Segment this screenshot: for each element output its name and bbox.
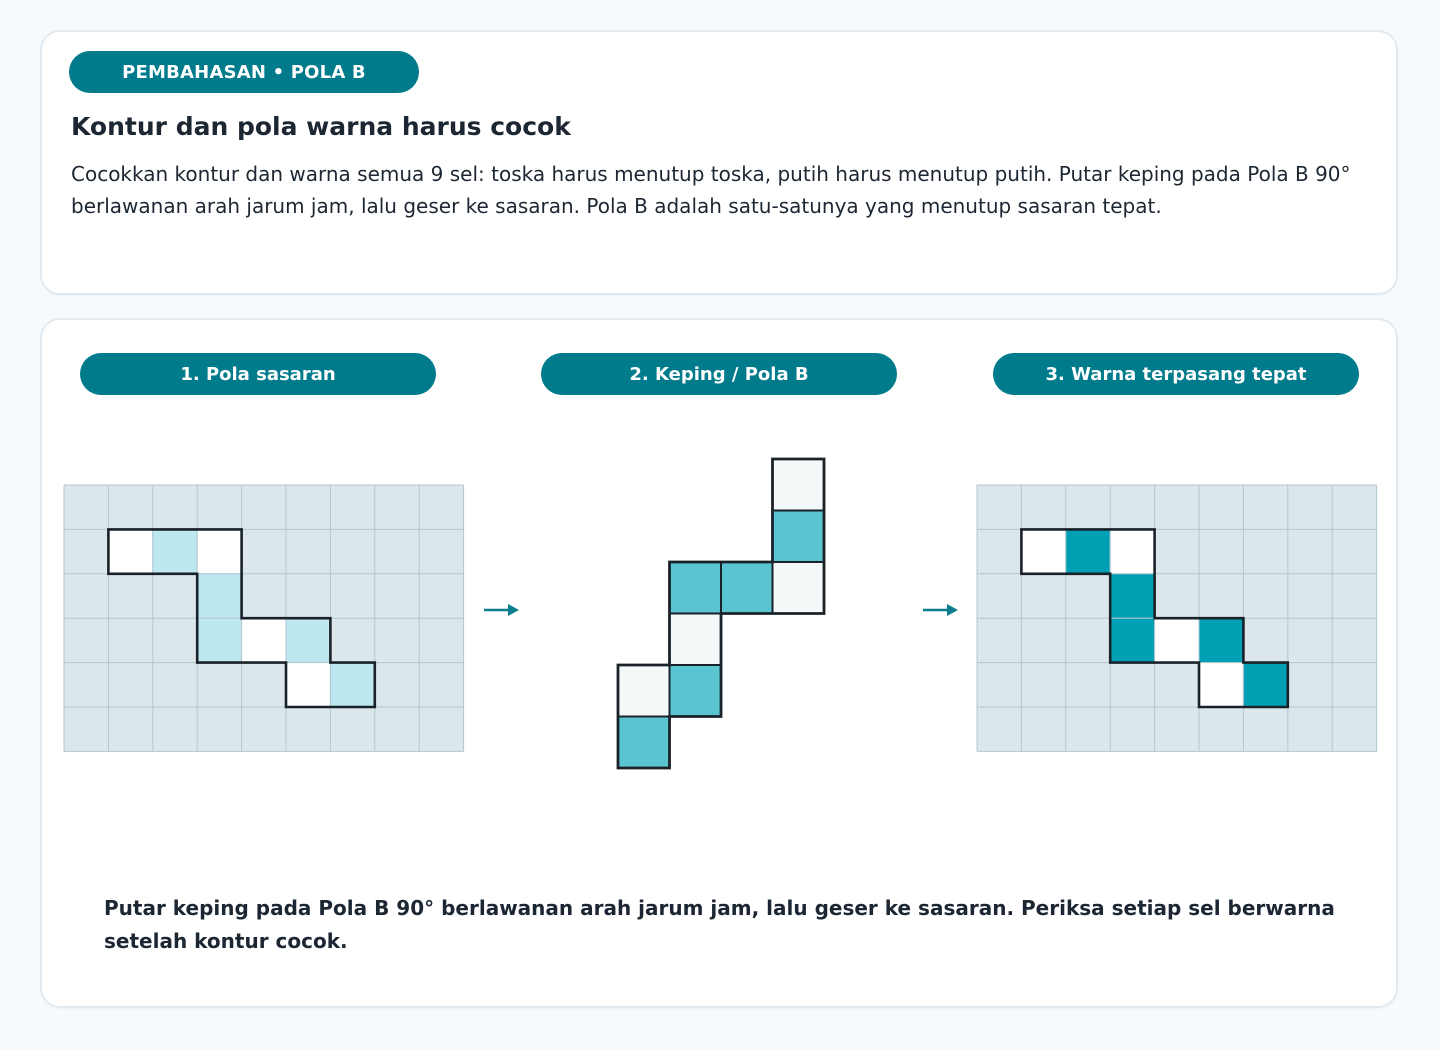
- step-3-label: 3. Warna terpasang tepat: [993, 353, 1359, 395]
- explanation-card: [40, 30, 1398, 295]
- target-cell-teal: [197, 574, 241, 618]
- explanation-title: Kontur dan pola warna harus cocok: [71, 112, 571, 141]
- piece-cell-white: [670, 614, 722, 666]
- arrow-head: [947, 604, 958, 616]
- step-1-label: 1. Pola sasaran: [80, 353, 436, 395]
- piece-cell-teal: [773, 511, 825, 563]
- section-badge: PEMBAHASAN • POLA B: [69, 51, 419, 93]
- piece-cell-teal: [670, 562, 722, 614]
- target-cell-white: [242, 618, 286, 662]
- fitted-cell-teal: [1199, 618, 1243, 662]
- target-pattern-grid: [64, 485, 464, 751]
- piece-pattern-b: [618, 459, 824, 768]
- piece-cell-teal: [618, 717, 670, 769]
- target-cell-white: [197, 529, 241, 573]
- fitted-cell-teal: [1110, 618, 1154, 662]
- piece-cell-white: [618, 665, 670, 717]
- piece-cell-white: [773, 562, 825, 614]
- target-cell-teal: [286, 618, 330, 662]
- fitted-cell-white: [1110, 529, 1154, 573]
- fitted-cell-teal: [1243, 663, 1287, 707]
- target-cell-white: [286, 663, 330, 707]
- solution-card: [40, 318, 1398, 1008]
- target-cell-teal: [330, 663, 374, 707]
- arrow-right-icon: [923, 604, 958, 616]
- fitted-cell-white: [1155, 618, 1199, 662]
- fitted-cell-teal: [1110, 574, 1154, 618]
- fitted-cell-teal: [1066, 529, 1110, 573]
- target-cell-white: [108, 529, 152, 573]
- fitted-cell-white: [1199, 663, 1243, 707]
- fitted-pattern-grid: [977, 485, 1377, 751]
- target-cell-teal: [153, 529, 197, 573]
- target-cell-teal: [197, 618, 241, 662]
- piece-cell-white: [773, 459, 825, 511]
- explanation-text: Cocokkan kontur dan warna semua 9 sel: toska harus menutup toska, putih harus menutup putih. Putar keping pada Pola B 90° berlawanan arah jarum jam, lalu geser ke sasaran. Pola B adalah satu-satunya yang menutup sasaran tepat.: [71, 162, 1351, 218]
- solution-diagram: [42, 320, 1398, 880]
- conclusion-text: Putar keping pada Pola B 90° berlawanan arah jarum jam, lalu geser ke sasaran. Periksa setiap sel berwarna setelah kontur cocok.: [104, 896, 1335, 953]
- piece-cell-teal: [721, 562, 773, 614]
- arrow-head: [508, 604, 519, 616]
- arrow-right-icon: [484, 604, 519, 616]
- piece-cell-teal: [670, 665, 722, 717]
- fitted-cell-white: [1021, 529, 1065, 573]
- step-2-label: 2. Keping / Pola B: [541, 353, 897, 395]
